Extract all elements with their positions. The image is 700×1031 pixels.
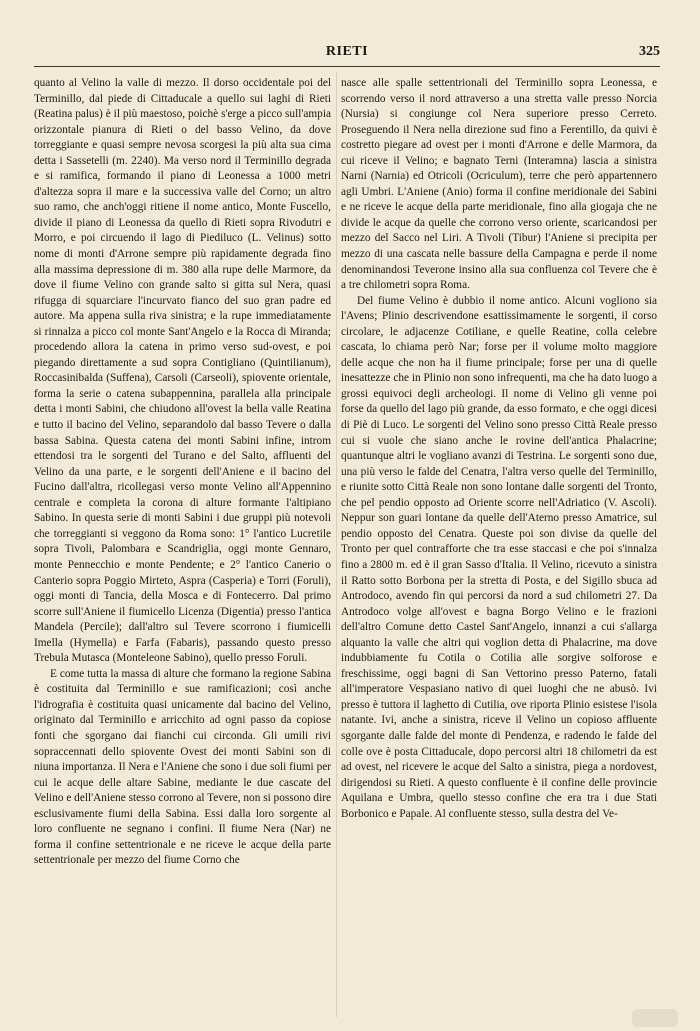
column-gutter [336,72,337,1017]
right-paragraph-1: nasce alle spalle settentrionali del Terminillo sopra Leonessa, e scorrendo verso il nord attraverso a una stretta valle presso Norcia (Nursia) si congiunge col Nera superiore presso Cerreto. Proseguendo il Nera nella direzione sud fino a Ferentillo, da quivi è costretto piegare ad ovest per i monti d'Arrone e delle Marmora, da cui riceve il Velino; e bagnato Terni (Interamna) lascia a sinistra Narni (Narnia) ed Otricoli (Ocriculum), terre che però appartennero agli Umbri. L'Aniene (Anio) forma il confine meridionale dei Sabini e ne riceve le acque della parte meridionale, fino alla giogaja che ne divide le acque da quelle che corrono verso oriente, scaricandosi per mezzo del Sacco nel Liri. A Tivoli (Tibur) l'Aniene si precipita per mezzo di una cascata nelle bassure della Campagna e perde il nome denominandosi Teverone insino alla sua confluenza col Tevere che è a tre chilometri sopra Roma. [341,77,657,292]
left-paragraph-1: quanto al Velino la valle di mezzo. Il dorso occidentale poi del Terminillo, dal piede di Cittaducale a quello sui laghi di Rieti (Reatina palus) è il più maestoso, poichè s'erge a picco sull'ampia orizzontale pianura di Rieti o del basso Velino, da dove torreggiante e quasi sempre nevosa scorgesi la più alta sua cima detta i Sassetelli (m. 2240). Ma verso nord il Terminillo degrada e si ramifica, formando il piano di Leonessa a 1000 metri d'altezza sopra il mare e la successiva valle del Corno; un altro suo ramo, che anch'oggi ritiene il nome antico, Monte Fuscello, divide il piano di Leonessa da quello di Rieti sopra Rivodutri e Morro, e poi circuendo il lago di Piediluco (L. Velinus) sotto nome di monti d'Arrone sempre più rapidamente degrada fino alla massima depressione di m. 380 alla rupe delle Marmore, da dove il fiume Velino con grande salto si gitta sul Nera, quasi rifugga di squarciare l'incurvato fianco del suo gran padre ed autore. Ma appena sulla riva sinistra; e la rupe immediatamente si rinnalza a picco col monte Sant'Angelo e la Rocca di Miranda; procedendo allora la catena in primo verso sud-ovest, e poi piegando direttamente a sud sopra Contigliano (Quintilianum), Roccasinibalda (Suffena), Carsoli (Carseoli), spiovente orientale, forma la serie o catena subappennina, parallela alla principale detta i monti Sabini, che chiudono all'ovest la bella valle Reatina e tutto il bacino del Velino, separandolo dal basso Tevere o dalla bassa Sabina. Questa catena dei monti Sabini infine, introm ettendosi tra le sorgenti del Turano e del Salto, affluenti del Velino da una parte, e le sorgenti dell'Aniene e il bacino del Fucino dall'altra, ricollegasi verso monte Velino all'Appennino centrale e completa la corona di alture formante l'altipiano Sabino. In questa serie di monti Sabini i due gruppi più notevoli che torreggianti si veggono da Roma sono: 1° l'antico Lucretile sopra Tivoli, Palombara e Scandriglia, oggi monte Gennaro, monte Pennecchio e monte Pendente; e 2° l'antico Canerio o Canterio sopra Poggio Mirteto, Aspra (Casperia) e Torri (Foruli), oggi monti di Tancia, della Mosca e di Fontecerro. Dal primo scorre sull'Aniene il fiumicello Licenza (Digentia) presso l'antica Mandela (Percile); dall'altro sul Tevere scorrono i fiumicelli Imella (Hymella) e Farfa (Fabaris), passando questo presso Trebula Mutasca (Monteleone Sabino), quello presso Foruli. [34,77,331,665]
right-column [341,76,657,1018]
header-rule [34,66,660,67]
left-column [34,76,331,1018]
running-title: RIETI [325,44,369,59]
right-paragraph-2: Del fiume Velino è dubbio il nome antico. Alcuni vogliono sia l'Avens; Plinio descrivendone esattissimamente le sorgenti, il corso circolare, le adjacenze Cotiliane, e quelle Reatine, colla celebre cascata, lo chiama però Nar; forse per il volume molto maggiore delle acque che non ha il fiume principale; forse per una di quelle inesattezze che in Plinio non sono infrequenti, ma che ha dato luogo a grossi equivoci degli archeologi. Il nome di Velino gli venne poi forse da quello del lago più grande, da esso formato, e che oggi dicesi di Piè di Luco. Le sorgenti del Velino sono presso Città Reale presso cui si vuole che siano anche le rovine dell'antica Phalacrine; quantunque altri le vogliano avanzi di Testrina. Le sorgenti sono due, una più verso le falde del Cenatra, l'altra verso quelle del Terminillo, e riunite sotto Città Reale non sono lontane dalle sorgenti del Tronto, che pel pendio opposto ad Oriente scorre nell'Adriatico (V. Ascoli). Neppur son guari lontane da quelle dell'Aterno presso Amatrice, sul pendio opposto del Cenatra. Queste poi son divise da quelle del Tronto per quel contrafforte che tra esse staccasi e che poi s'innalza fino a 2800 m. ed è il gran Sasso d'Italia. Il Velino, ricevuto a sinistra il Ratto sotto Borbona per la stretta di Posta, e del Sigillo sbuca ad Antrodoco, avendo fin qui percorsi da nord a sud chilometri 27. Da Antrodoco volge all'ovest e bagna Borgo Velino e le frazioni dell'altro Comune detto Castel Sant'Angelo, innanzi a cui s'allarga alquanto la valle che altri qui voglion detta di Phalacrine, ma dove indubbiamente fu Cotila o Cotilia alle sorgive solforose e freschissime, oggi bagni di San Vettorino presso Paterno, fatali all'imperatore Vespasiano nativo di quei luoghi che ne abusò. Ivi presso è tuttora il laghetto di Cutilia, ove riporta Plinio esistese l'isola natante. Ivi, anche a sinistra, riceve il Velino un copioso affluente sgorgante dalle falde del monte di Pendenza, e radendo le falde del colle ove è posta Cittaducale, dopo percorsi altri 18 chilometri da est ad ovest, nel ricevere le acque del Salto a sinistra, piega a nordovest, dirigendosi su Rieti. A questo confluente è il confine delle provincie Aquilana e Umbra, quello stesso confine che era tra i due Stati Borbonico e Papale. Al confluente stesso, sulla destra del Ve- [341,294,657,820]
scan-watermark-mark [632,1009,678,1027]
page-number: 325 [639,44,660,59]
running-head [34,44,660,64]
left-paragraph-2: E come tutta la massa di alture che formano la regione Sabina è costituita dal Terminillo e sue ramificazioni; così anche l'idrografia è costituita quasi unicamente dal bacino del Velino, originato dal Terminillo e arricchito ad ogni passo da copiose fonti che sgorgano dai fianchi cui circonda. Gli umili rivi sopraccennati dello spiovente Ovest dei monti Sabini son di niuna importanza. Il Nera e l'Aniene che sono i due soli fiumi per cui le acque delle altare Sabine, mediante le due cascate del Velino e dell'Aniene stesso corrono al Tevere, non si possono dire esclusivamente fiumi della Sabina. Essi dalla loro sorgente al loro confluente ne segnano i confini. Il fiume Nera (Nar) ne forma il confine settentrionale e ne riceve le acque della parte settentrionale per mezzo del fiume Corno che [34,667,331,867]
